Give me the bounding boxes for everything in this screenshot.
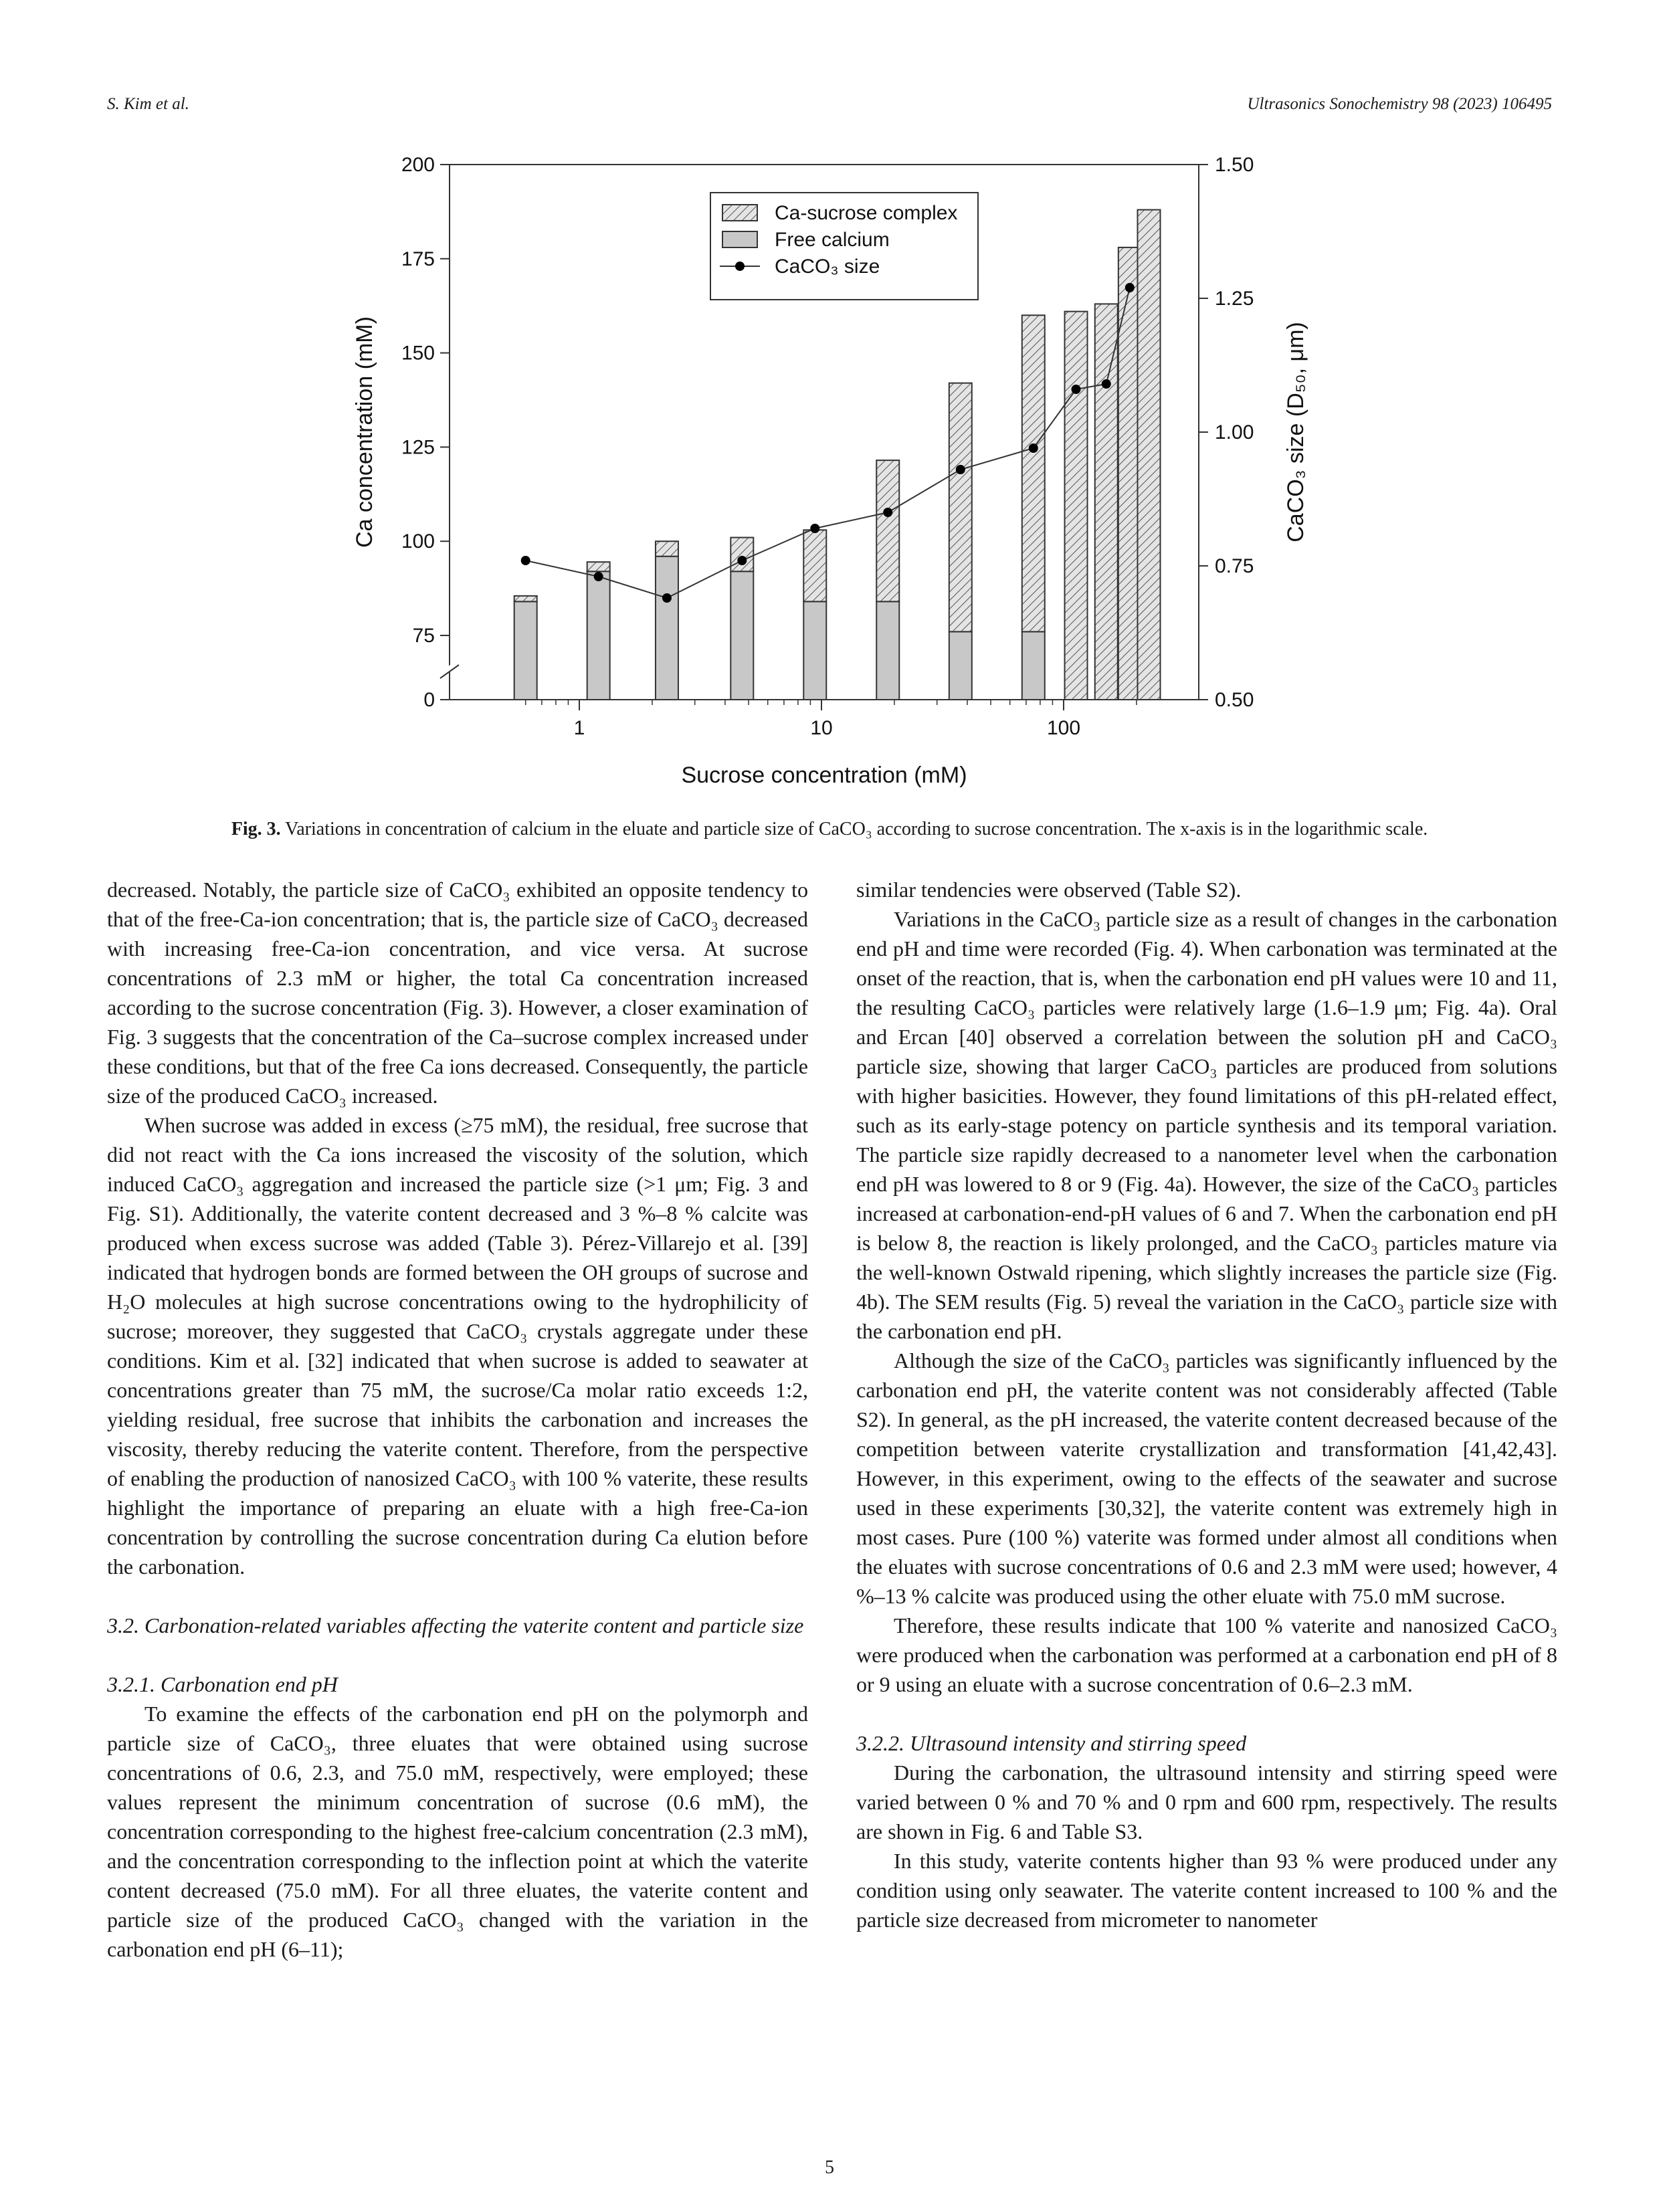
y-left-tick-label: 125 [401,436,435,459]
bar-ca-sucrose-complex [656,541,678,557]
y-left-axis-title: Ca concentration (mM) [352,316,377,548]
paragraph: Variations in the CaCO₃ particle size as a result of changes in the carbonation end pH and time were recorded (Fig. 4). When carbonation was terminated at the onset of the reaction, that is, when the carbonation end pH values were 10 and 11, the resulting CaCO₃ particles were relatively large (1.6–1.9 μm; Fig. 4a). Oral and Ercan [40] observed a correlation between the solution pH and CaCO₃ particle size, showing that larger CaCO₃ particles are produced from solutions with higher basicities. However, they found limitations of this pH-related effect, such as its early-stage potency on particle synthesis and its temporal variation. The particle size rapidly decreased to a nanometer level when the carbonation end pH was lowered to 8 or 9 (Fig. 4a). However, the size of the CaCO₃ particles increased at carbonation-end-pH values of 6 and 7. When the carbonation end pH is below 8, the reaction is likely prolonged, and the CaCO₃ particles mature via the well-known Ostwald ripening, which slightly increases the particle size (Fig. 4b). The SEM results (Fig. 5) reveal the variation in the CaCO₃ particle size with the carbonation end pH. [856,907,1557,1343]
x-tick-label: 1 [573,717,585,739]
size-point [1102,379,1111,389]
legend-swatch-free [722,231,757,247]
y-left-tick-label: 100 [401,530,435,553]
bar-ca-sucrose-complex [730,538,753,572]
y-right-tick-label: 1.00 [1215,421,1254,443]
x-axis-title: Sucrose concentration (mM) [681,763,967,788]
size-point [521,556,530,565]
x-tick-label: 100 [1046,717,1081,739]
section-heading-3-2: 3.2. Carbonation-related variables affecting the vaterite content and particle size [107,1613,804,1637]
size-point [737,556,747,565]
legend-label-free: Free calcium [775,229,890,251]
page-number: 5 [825,2157,834,2178]
size-point [662,593,672,603]
running-head-authors: S. Kim et al. [107,95,189,113]
y-left-tick-label: 150 [401,342,435,365]
y-left-tick-label: 200 [401,154,435,176]
size-point [810,524,819,533]
bar-free-calcium [1022,631,1045,700]
paragraph: When sucrose was added in excess (≥75 mM), the residual, free sucrose that did not react with the Ca ions increased the viscosity of the solution, which induced CaCO₃ aggregation and increased the particle size (>1 μm; Fig. 3 and Fig. S1). Additionally, the vaterite content decreased and 3 %–8 % calcite was produced when excess sucrose was added (Table 3). Pérez-Villarejo et al. [39] indicated that hydrogen bonds are formed between the OH groups of sucrose and H₂O molecules at high sucrose concentrations owing to the hydrophilicity of sucrose; moreover, they suggested that CaCO₃ crystals aggregate under these conditions. Kim et al. [32] indicated that when sucrose is added to seawater at concentrations greater than 75 mM, the sucrose/Ca molar ratio exceeds 1:2, yielding residual, free sucrose that inhibits the carbonation and increases the viscosity, thereby reducing the vaterite content. Therefore, from the perspective of enabling the production of nanosized CaCO₃ with 100 % vaterite, these results highlight the importance of preparing an eluate with a high free-Ca-ion concentration by controlling the sucrose concentration during Ca elution before the carbonation. [107,1113,808,1579]
bar-ca-sucrose-complex [876,460,899,601]
size-point [1125,283,1135,292]
paragraph: decreased. Notably, the particle size of CaCO₃ exhibited an opposite tendency to that of the free-Ca-ion concentration; that is, the particle size of CaCO₃ decreased with increasing free-Ca-ion concentration, and vice versa. At sucrose concentrations of 2.3 mM or higher, the total Ca concentration increased according to the sucrose concentration (Fig. 3). However, a closer examination of Fig. 3 suggests that the concentration of the Ca–sucrose complex increased under these conditions, but that of the free Ca ions decreased. Consequently, the particle size of the produced CaCO₃ increased. [107,878,808,1108]
y-right-tick-label: 1.25 [1215,288,1254,310]
bar-ca-sucrose-complex [514,596,537,601]
body-column-left [107,875,808,1964]
subsection-heading-3-2-2: 3.2.2. Ultrasound intensity and stirring speed [856,1731,1247,1755]
y-left-tick-label: 175 [401,247,435,270]
bar-ca-sucrose-complex [1095,304,1118,700]
y-right-tick-label: 0.50 [1215,689,1254,711]
running-head-journal: Ultrasonics Sonochemistry 98 (2023) 106495 [1247,95,1552,113]
figure-caption [107,817,1552,841]
bar-ca-sucrose-complex [949,383,972,632]
paragraph: During the carbonation, the ultrasound intensity and stirring speed were varied between 0 % and 70 % and 0 rpm and 600 rpm, respectively. The results are shown in Fig. 6 and Table S3. [856,1761,1557,1843]
bar-free-calcium [514,601,537,700]
paragraph: In this study, vaterite contents higher than 93 % were produced under any condition using only seawater. The vaterite content increased to 100 % and the particle size decreased from micrometer to nanometer [856,1849,1557,1932]
caption-label: Fig. 3. [231,819,281,839]
chart-legend [710,193,978,300]
x-tick-label: 10 [810,717,833,739]
paragraph: similar tendencies were observed (Table S2). [856,878,1242,902]
legend-marker-size [735,262,745,271]
size-point [1029,443,1038,453]
bar-ca-sucrose-complex [1137,210,1160,700]
legend-swatch-complex [722,205,757,221]
subsection-heading-3-2-1: 3.2.1. Carbonation end pH [107,1672,338,1696]
y-right-axis-title: CaCO₃ size (D₅₀, μm) [1283,322,1308,542]
bar-free-calcium [730,571,753,700]
paragraph: Although the size of the CaCO₃ particles was significantly influenced by the carbonation end pH, the vaterite content was not considerably affected (Table S2). In general, as the pH increased, the vaterite content decreased because of the competition between vaterite crystallization and transformation [41,42,43]. However, in this experiment, owing to the effects of the seawater and sucrose used in these experiments [30,32], the vaterite content was extremely high in most cases. Pure (100 %) vaterite was formed under almost all conditions when the eluates with sucrose concentrations of 0.6 and 2.3 mM were used; however, 4 %–13 % calcite was produced using the other eluate with 75.0 mM sucrose. [856,1348,1557,1608]
legend-label-size: CaCO₃ size [775,256,880,278]
bar-free-calcium [656,557,678,700]
size-point [883,508,892,517]
y-right-tick-label: 1.50 [1215,154,1254,176]
y-left-tick-label: 75 [412,625,435,647]
size-point [956,465,965,474]
body-column-right [856,875,1557,1934]
paragraph: To examine the effects of the carbonation end pH on the polymorph and particle size of CaCO₃, three eluates that were obtained using sucrose concentrations of 0.6, 2.3, and 75.0 mM, respectively, were employed; these values represent the minimum concentration of sucrose (0.6 mM), the concentration corresponding to the highest free-calcium concentration (2.3 mM), and the concentration corresponding to the inflection point at which the vaterite content decreased (75.0 mM). For all three eluates, the vaterite content and particle size of the produced CaCO₃ changed with the variation in the carbonation end pH (6–11); [107,1702,808,1961]
bar-ca-sucrose-complex [803,530,826,601]
y-right-tick-label: 0.75 [1215,555,1254,577]
size-point [594,572,603,581]
bar-ca-sucrose-complex [1022,315,1045,631]
bar-ca-sucrose-complex [587,562,610,571]
bar-free-calcium [949,631,972,700]
y-left-tick-label: 0 [423,689,435,711]
caption-text: Variations in concentration of calcium in the eluate and particle size of CaCO₃ according to sucrose concentration. The x-axis is in the logarithmic scale. [285,819,1428,839]
bar-free-calcium [803,601,826,700]
bar-ca-sucrose-complex [1065,312,1088,700]
paragraph: Therefore, these results indicate that 100 % vaterite and nanosized CaCO₃ were produced when the carbonation was performed at a carbonation end pH of 8 or 9 using an eluate with a sucrose concentration of 0.6–2.3 mM. [856,1613,1557,1696]
figure-3-chart [0,0,1659,809]
size-point [1072,385,1081,394]
legend-label-complex: Ca-sucrose complex [775,202,958,224]
bar-free-calcium [587,571,610,700]
bar-free-calcium [876,601,899,700]
